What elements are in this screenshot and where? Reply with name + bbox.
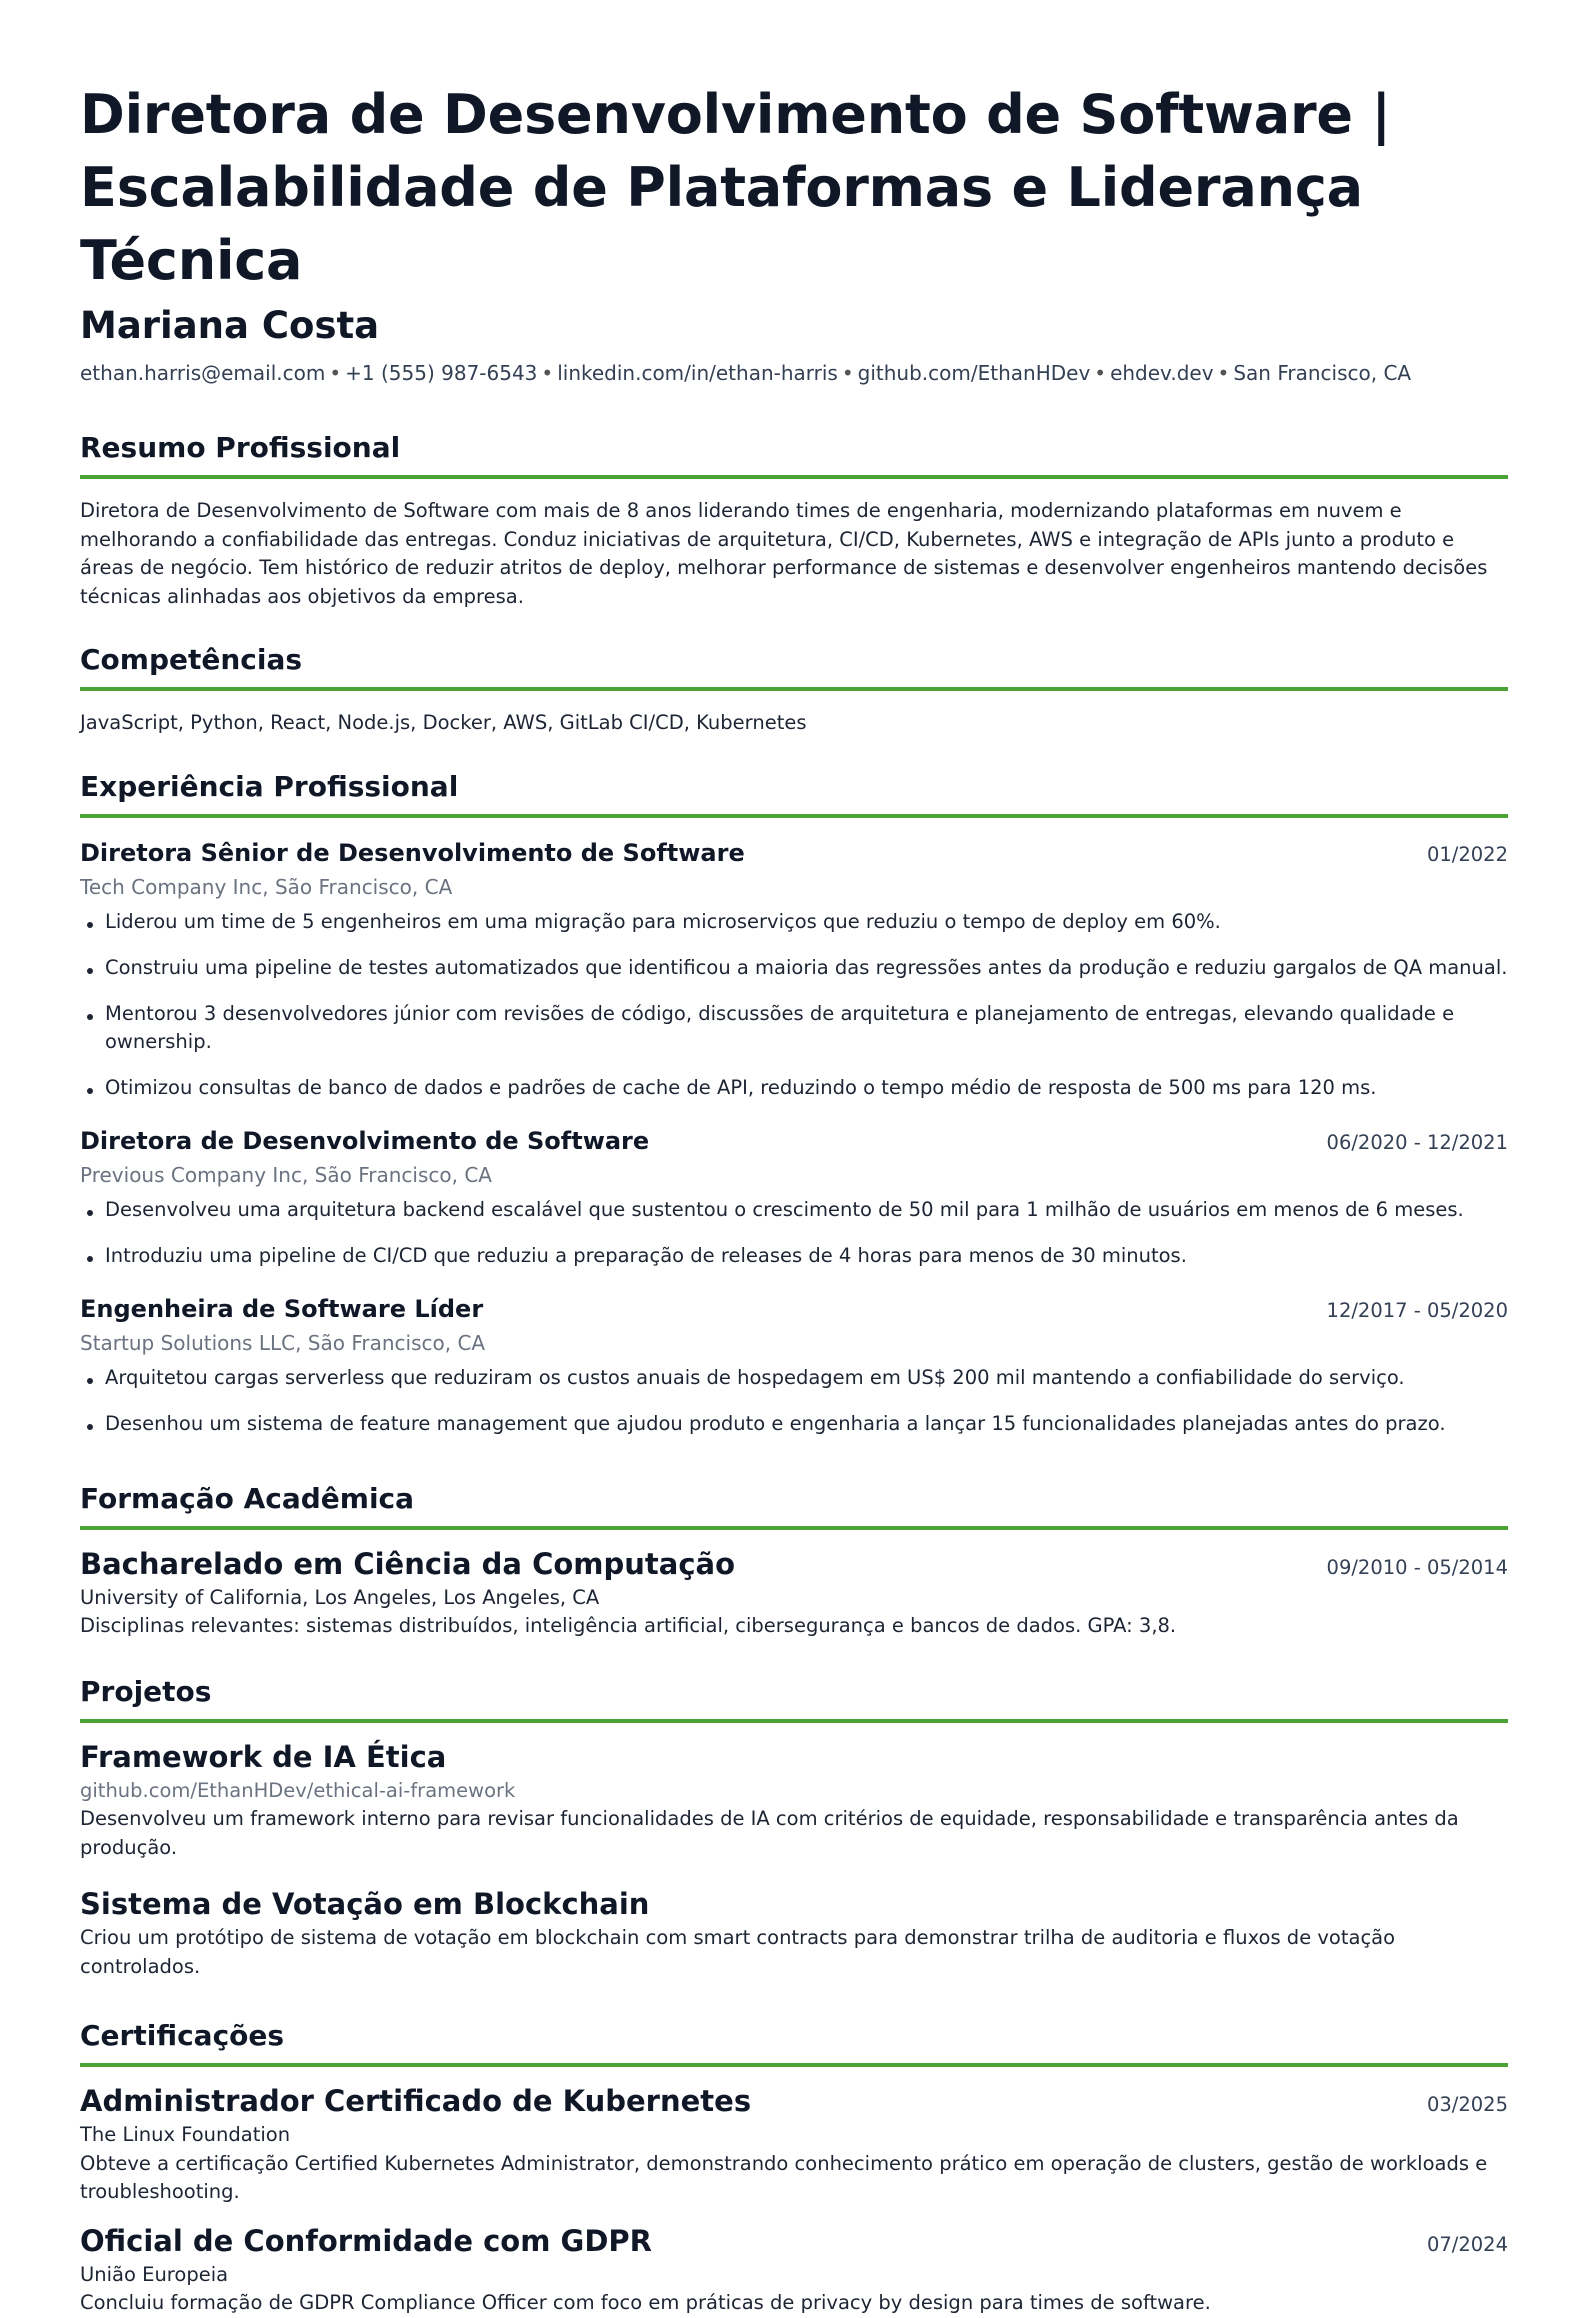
job-bullets [80, 1196, 1508, 1270]
list-item [80, 1074, 1508, 1102]
section-heading: Projetos [80, 1673, 1508, 1723]
project-title: Framework de IA Ética [80, 1739, 447, 1774]
list-item [80, 954, 1508, 982]
list-item [80, 1410, 1508, 1438]
bullet-icon [87, 1210, 93, 1216]
school-name: University of California, Los Angeles, Los Angeles, CA [80, 1585, 600, 1609]
bullet-text: Desenhou um sistema de feature management que ajudou produto e engenharia a lançar 15 funcionalidades planejadas antes do prazo. [105, 1411, 1446, 1435]
job-bullets [80, 1364, 1508, 1438]
certification-issuer: The Linux Foundation [80, 2123, 291, 2146]
education-entry [80, 1544, 1508, 1641]
contact-github[interactable]: github.com/EthanHDev [857, 361, 1091, 385]
page-title: Diretora de Desenvolvimento de Software | Escalabilidade de Plataformas e Liderança Técnica [80, 83, 1391, 292]
certification-date: 03/2025 [1426, 2093, 1508, 2116]
bullet-icon [87, 1378, 93, 1384]
section-heading: Formação Acadêmica [80, 1480, 1508, 1530]
section-heading: Experiência Profissional [80, 768, 1508, 818]
bullet-icon [87, 922, 93, 928]
bullet-icon [87, 968, 93, 974]
education-details: Disciplinas relevantes: sistemas distribuídos, inteligência artificial, cibersegurança e bancos de dados. GPA: 3,8. [80, 1614, 1177, 1637]
job-company: Tech Company Inc, São Francisco, CA [80, 874, 453, 899]
bullet-icon [87, 1014, 93, 1020]
certification-title: Administrador Certificado de Kubernetes [80, 2084, 752, 2118]
contact-website[interactable]: ehdev.dev [1110, 361, 1214, 385]
certification-title: Oficial de Conformidade com GDPR [80, 2223, 652, 2258]
list-item [80, 1364, 1508, 1392]
job-title: Engenheira de Software Líder [80, 1294, 484, 1323]
summary-section [80, 429, 1508, 611]
project-entry [80, 1737, 1508, 1863]
job-company: Previous Company Inc, São Francisco, CA [80, 1162, 492, 1187]
skills-section [80, 641, 1508, 738]
job-company: Startup Solutions LLC, São Francisco, CA [80, 1330, 486, 1355]
certification-date: 07/2024 [1426, 2232, 1508, 2256]
job-date: 12/2017 - 05/2020 [1326, 1298, 1508, 1322]
bullet-text: Liderou um time de 5 engenheiros em uma migração para microserviços que reduziu o tempo de deploy em 60%. [105, 909, 1221, 933]
bullet-text: Mentorou 3 desenvolvedores júnior com revisões de código, discussões de arquitetura e planejamento de entregas, elevando qualidade e ownership. [105, 1001, 1455, 1053]
project-description: Desenvolveu um framework interno para revisar funcionalidades de IA com critérios de equidade, responsabilidade e transparência antes da produção. [80, 1807, 1459, 1859]
experience-section [80, 768, 1508, 1438]
section-heading: Certificações [80, 2017, 1508, 2067]
list-item [80, 908, 1508, 936]
job-title: Diretora Sênior de Desenvolvimento de Software [80, 838, 745, 867]
job-date: 06/2020 - 12/2021 [1326, 1130, 1508, 1154]
job-bullets [80, 908, 1508, 1102]
job-entry [80, 836, 1508, 1102]
project-link[interactable]: github.com/EthanHDev/ethical-ai-framework [80, 1778, 516, 1802]
section-heading: Competências [80, 641, 1508, 691]
bullet-icon [87, 1256, 93, 1262]
degree-title: Bacharelado em Ciência da Computação [80, 1546, 736, 1581]
job-entry [80, 1124, 1508, 1270]
bullet-icon [87, 1088, 93, 1094]
contact-line [80, 359, 1508, 387]
project-entry [80, 1884, 1508, 1981]
bullet-text: Desenvolveu uma arquitetura backend escalável que sustentou o crescimento de 50 mil para 1 milhão de usuários em menos de 6 meses. [105, 1197, 1464, 1221]
bullet-text: Construiu uma pipeline de testes automatizados que identificou a maioria das regressões antes da produção e reduziu gargalos de QA manual. [105, 955, 1508, 979]
certification-entry [80, 2081, 1508, 2207]
bullet-text: Arquitetou cargas serverless que reduziram os custos anuais de hospedagem em US$ 200 mil mantendo a confiabilidade do serviço. [105, 1365, 1405, 1389]
job-date: 01/2022 [1426, 842, 1508, 866]
project-description: Criou um protótipo de sistema de votação em blockchain com smart contracts para demonstrar trilha de auditoria e fluxos de votação controlados. [80, 1926, 1396, 1978]
candidate-name: Mariana Costa [80, 304, 380, 347]
skills-text: JavaScript, Python, React, Node.js, Docker, AWS, GitLab CI/CD, Kubernetes [80, 711, 807, 734]
separator: • [541, 361, 554, 385]
contact-phone[interactable]: +1 (555) 987-6543 [345, 361, 538, 385]
certifications-section [80, 2017, 1508, 2318]
list-item [80, 1000, 1508, 1056]
education-date: 09/2010 - 05/2014 [1326, 1555, 1508, 1579]
job-entry [80, 1292, 1508, 1438]
certification-entry [80, 2221, 1508, 2318]
summary-text: Diretora de Desenvolvimento de Software com mais de 8 anos liderando times de engenharia, modernizando plataformas em nuvem e melhorando a confiabilidade das entregas. Conduz iniciativas de arquitetura, CI/CD, Kubernetes, AWS e integração de APIs junto a produto e áreas de negócio. Tem histórico de reduzir atritos de deploy, melhorar performance de sistemas e desenvolver engenheiros mantendo decisões técnicas alinhadas aos objetivos da empresa. [80, 499, 1488, 608]
certification-description: Concluiu formação de GDPR Compliance Officer com foco em práticas de privacy by design para times de software. [80, 2291, 1211, 2314]
education-section [80, 1480, 1508, 1641]
project-title: Sistema de Votação em Blockchain [80, 1887, 650, 1921]
bullet-text: Otimizou consultas de banco de dados e padrões de cache de API, reduzindo o tempo médio de resposta de 500 ms para 120 ms. [105, 1075, 1377, 1099]
certifications-list [80, 2081, 1508, 2318]
job-title: Diretora de Desenvolvimento de Software [80, 1126, 650, 1155]
separator: • [1217, 361, 1230, 385]
section-heading: Resumo Profissional [80, 429, 1508, 479]
list-item [80, 1242, 1508, 1270]
projects-list [80, 1737, 1508, 1982]
contact-linkedin[interactable]: linkedin.com/in/ethan-harris [557, 361, 838, 385]
contact-email[interactable]: ethan.harris@email.com [80, 361, 326, 385]
certification-description: Obteve a certificação Certified Kubernetes Administrator, demonstrando conhecimento prático em operação de clusters, gestão de workloads e troubleshooting. [80, 2151, 1488, 2203]
experience-list [80, 836, 1508, 1438]
list-item [80, 1196, 1508, 1224]
separator: • [1094, 361, 1107, 385]
bullet-text: Introduziu uma pipeline de CI/CD que reduziu a preparação de releases de 4 horas para menos de 30 minutos. [105, 1243, 1187, 1267]
separator: • [329, 361, 342, 385]
separator: • [841, 361, 854, 385]
certification-issuer: União Europeia [80, 2262, 229, 2286]
bullet-icon [87, 1424, 93, 1430]
projects-section [80, 1673, 1508, 1982]
contact-location: San Francisco, CA [1233, 361, 1412, 385]
